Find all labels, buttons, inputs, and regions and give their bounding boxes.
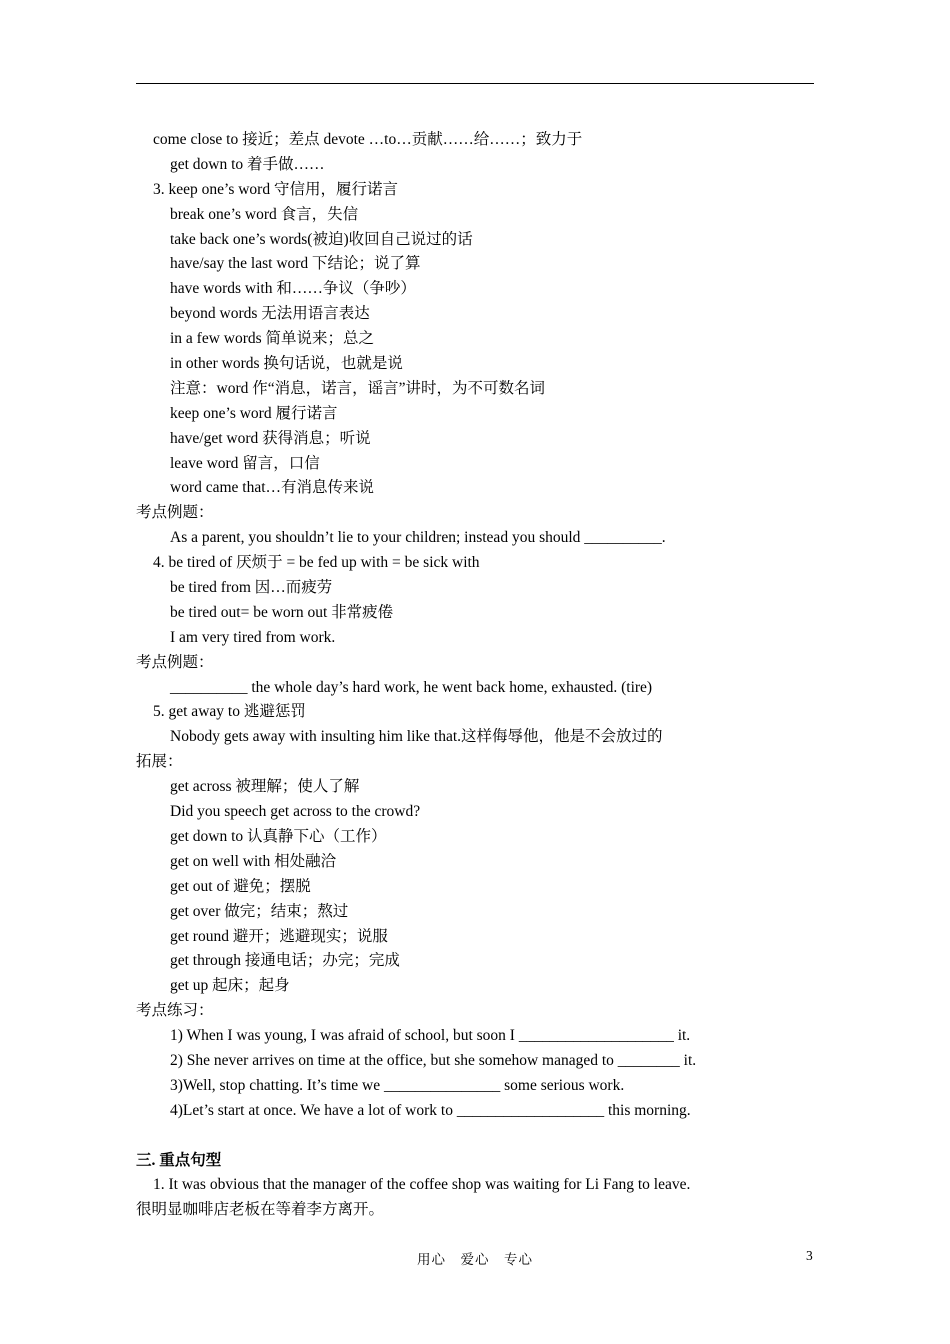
phrase-line: keep one’s word 履行诺言: [170, 404, 338, 422]
page-body: [0, 128, 950, 1223]
extension-label: 拓展：: [136, 753, 183, 771]
phrase-line: come close to 接近；差点 devote …to…贡献……给……；致力于: [153, 131, 583, 148]
phrase-line: get on well with 相处融洽: [170, 852, 337, 870]
header-rule: [136, 83, 814, 84]
example-sentence: As a parent, you shouldn’t lie to your children; instead you should __________.: [170, 529, 666, 547]
phrase-line: beyond words 无法用语言表达: [170, 305, 370, 323]
phrase-line: I am very tired from work.: [170, 628, 336, 646]
spacer: [0, 1124, 950, 1149]
phrase-line: get across 被理解；使人了解: [170, 778, 360, 796]
key-sentence-translation: 很明显咖啡店老板在等着李方离开。: [136, 1201, 385, 1219]
phrase-line: take back one’s words(被迫)收回自己说过的话: [170, 230, 473, 248]
item-4-title: 4. be tired of 厌烦于 = be fed up with = be sick with: [153, 554, 480, 572]
page-number: 3: [806, 1248, 813, 1263]
item-5-title: 5. get away to 逃避惩罚: [153, 703, 306, 721]
key-sentence-english: 1. It was obvious that the manager of the coffee shop was waiting for Li Fang to leave.: [153, 1176, 691, 1194]
note-line: 注意：word 作“消息，诺言，谣言”讲时，为不可数名词: [170, 379, 545, 397]
key-sentence: [0, 1173, 950, 1198]
phrase-line: in a few words 简单说来；总之: [170, 330, 375, 348]
phrase-line: get down to 认真静下心（工作）: [170, 827, 387, 845]
phrase-line: have/get word 获得消息；听说: [170, 429, 371, 447]
phrase-line: break one’s word 食言，失信: [170, 205, 359, 223]
phrase-line: get out of 避免；摆脱: [170, 877, 311, 895]
item-3-title: 3. keep one’s word 守信用，履行诺言: [153, 180, 398, 198]
example-label: 考点例题：: [136, 653, 214, 671]
phrase-line: be tired from 因…而疲劳: [170, 579, 333, 597]
practice-question: 4)Let’s start at once. We have a lot of work to ___________________ this morning.: [170, 1101, 691, 1119]
phrase-line: get round 避开；逃避现实；说服: [170, 927, 388, 945]
phrase-line: Did you speech get across to the crowd?: [170, 803, 421, 821]
phrase-line: get down to 着手做……: [170, 155, 325, 173]
phrase-line: get through 接通电话；办完；完成: [170, 952, 400, 970]
phrase-line: have/say the last word 下结论；说了算: [170, 255, 421, 273]
practice-question: 3)Well, stop chatting. It’s time we _______________ some serious work.: [170, 1076, 625, 1094]
phrase-line: leave word 留言，口信: [170, 454, 320, 472]
practice-label: 考点练习：: [136, 1002, 214, 1020]
phrase-line: in other words 换句话说，也就是说: [170, 355, 403, 373]
phrase-line: be tired out= be worn out 非常疲倦: [170, 603, 394, 621]
phrase-line: get over 做完；结束；熬过: [170, 902, 349, 920]
practice-question: 1) When I was young, I was afraid of school, but soon I ____________________ it.: [170, 1027, 691, 1045]
section-heading: 三. 重点句型: [136, 1151, 222, 1169]
example-sentence: __________ the whole day’s hard work, he went back home, exhausted. (tire): [170, 678, 653, 696]
practice-question: 2) She never arrives on time at the office, but she somehow managed to ________ it.: [170, 1051, 697, 1069]
example-label: 考点例题：: [136, 504, 214, 522]
phrase-line: have words with 和……争议（争吵）: [170, 280, 416, 298]
phrase-line: get up 起床；起身: [170, 977, 290, 995]
phrase-line: word came that…有消息传来说: [170, 479, 375, 497]
example-sentence: Nobody gets away with insulting him like that.这样侮辱他，他是不会放过的: [170, 728, 663, 746]
footer-motto: 用心 爱心 专心: [417, 1252, 533, 1267]
